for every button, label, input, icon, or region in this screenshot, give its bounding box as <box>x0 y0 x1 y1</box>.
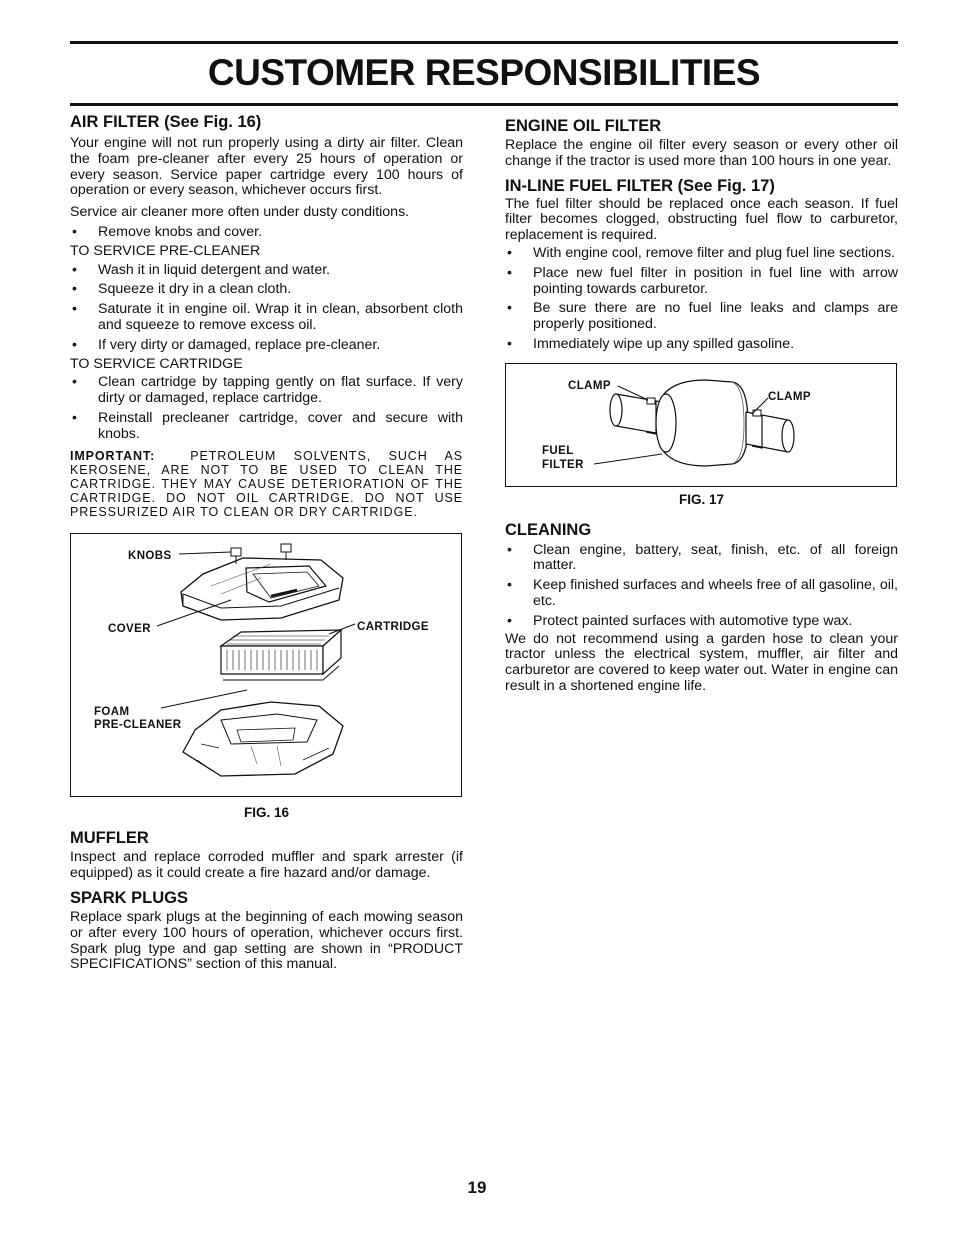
left-column <box>70 112 463 973</box>
page-number: 19 <box>467 1178 487 1197</box>
list-item: • Wash it in liquid detergent and water. <box>72 261 331 278</box>
spark-plugs-text: Replace spark plugs at the beginning of each mowing season or after every 100 hours of operation, whichever occurs first. Spark plug type and gap setting are shown in “PRODUCT SPECIFICATIONS” section of this manual. <box>70 908 463 973</box>
remove-steps-list <box>70 225 463 241</box>
cartridge-subheading: TO SERVICE CARTRIDGE <box>70 355 243 372</box>
muffler-heading: MUFFLER <box>70 829 149 848</box>
list-item: • Saturate it in engine oil. Wrap it in clean, absorbent cloth and squeeze to remove excess oil. <box>72 301 463 333</box>
precleaner-steps-list <box>70 263 463 354</box>
list-item: • Be sure there are no fuel line leaks and clamps are properly positioned. <box>507 300 898 333</box>
right-column <box>505 116 898 695</box>
list-item: • Protect painted surfaces with automotive type wax. <box>507 612 853 629</box>
label-clamp-right: CLAMP <box>768 390 811 403</box>
list-item: • Place new fuel filter in position in fuel line with arrow pointing towards carburetor. <box>507 264 898 297</box>
fuel-filter-steps-list <box>505 246 898 353</box>
fig17-caption: FIG. 17 <box>678 491 724 507</box>
important-warning <box>70 449 463 519</box>
muffler-text: Inspect and replace corroded muffler and spark arrester (if equipped) as it could create a fire hazard and/or damage. <box>70 849 463 882</box>
precleaner-subheading: TO SERVICE PRE-CLEANER <box>70 242 261 259</box>
list-item: • With engine cool, remove filter and plug fuel line sections. <box>507 244 895 261</box>
air-cleaner-illustration <box>71 534 461 796</box>
important-text: PETROLEUM SOLVENTS, SUCH AS KEROSENE, ARE NOT TO BE USED TO CLEAN THE CARTRIDGE. THEY MAY CAUSE DETERIORATION OF THE CARTRIDGE. DO NOT OIL CARTRIDGE. DO NOT USE PRESSURIZED AIR TO CLEAN OR DRY CARTRIDGE. <box>70 448 463 519</box>
label-foam: FOAM <box>94 705 130 718</box>
list-item: • Remove knobs and cover. <box>72 223 263 240</box>
fuel-filter-illustration <box>506 364 896 486</box>
cartridge-steps-list <box>70 375 463 442</box>
engine-oil-filter-text: Replace the engine oil filter every season or every other oil change if the tractor is used more than 100 hours in one year. <box>505 137 898 169</box>
figure-17 <box>505 363 897 487</box>
list-item: • Keep finished surfaces and wheels free of all gasoline, oil, etc. <box>507 577 898 609</box>
air-filter-intro: Your engine will not run properly using a dirty air filter. Clean the foam pre-cleaner after every 25 hours of operation or every season. Service paper cartridge every 100 hours of operation or every season, whichever occurs first. <box>70 135 463 199</box>
fig16-caption: FIG. 16 <box>243 804 289 820</box>
air-filter-heading: AIR FILTER (See Fig. 16) <box>70 113 262 131</box>
dusty-conditions-note: Service air cleaner more often under dusty conditions. <box>70 204 410 221</box>
list-item: • Reinstall precleaner cartridge, cover and secure with knobs. <box>72 409 463 442</box>
figure-16 <box>70 533 462 797</box>
spark-plugs-heading: SPARK PLUGS <box>70 888 188 907</box>
title-underline <box>70 103 898 106</box>
page-title: CUSTOMER RESPONSIBILITIES <box>207 52 761 93</box>
label-clamp-left: CLAMP <box>568 379 611 392</box>
important-label: IMPORTANT: <box>70 448 156 463</box>
list-item: • If very dirty or damaged, replace pre-cleaner. <box>72 336 381 353</box>
label-precleaner: PRE-CLEANER <box>94 718 182 731</box>
label-fuel: FUEL <box>542 444 574 457</box>
label-cover: COVER <box>108 622 151 635</box>
label-cartridge: CARTRIDGE <box>357 620 429 633</box>
fuel-filter-heading: IN-LINE FUEL FILTER (See Fig. 17) <box>505 176 775 195</box>
cleaning-text: We do not recommend using a garden hose to clean your tractor unless the electrical system, muffler, air filter and carburetor are covered to keep water out. Water in engine can result in a shortened engine life. <box>505 630 898 694</box>
label-knobs: KNOBS <box>128 549 172 562</box>
engine-oil-filter-heading: ENGINE OIL FILTER <box>505 117 662 135</box>
fuel-filter-text: The fuel filter should be replaced once each season. If fuel filter becomes clogged, obstructing fuel flow to carburetor, replacement is required. <box>505 195 898 244</box>
label-filter: FILTER <box>542 458 584 471</box>
list-item: • Squeeze it dry in a clean cloth. <box>72 281 292 298</box>
list-item: • Immediately wipe up any spilled gasoline. <box>507 335 795 352</box>
list-item: • Clean engine, battery, seat, finish, etc. of all foreign matter. <box>507 541 898 574</box>
list-item: • Clean cartridge by tapping gently on flat surface. If very dirty or damaged, replace cartridge. <box>72 374 463 407</box>
cleaning-steps-list <box>505 543 898 630</box>
top-rule <box>70 41 898 44</box>
cleaning-heading: CLEANING <box>505 520 592 539</box>
